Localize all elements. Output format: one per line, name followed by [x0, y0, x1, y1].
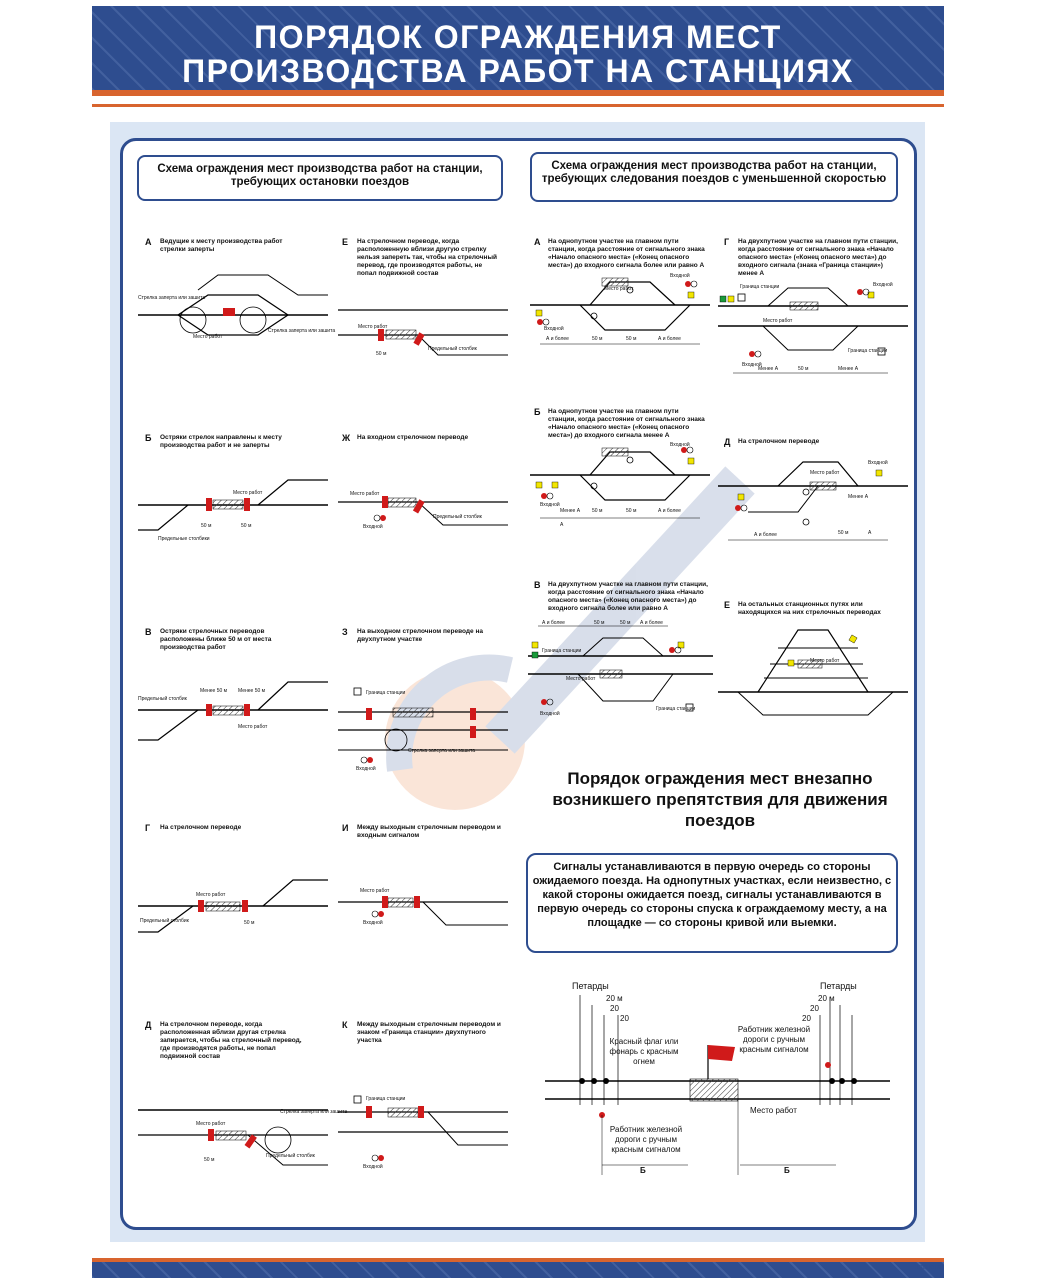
- label: 50 м: [241, 523, 252, 529]
- flag-label: Красный флаг или фонарь с красным огнем: [609, 1037, 679, 1066]
- label: Граница станции: [366, 1096, 406, 1102]
- label: Стрелка заперта или зашита: [408, 748, 476, 754]
- header-underline: [92, 104, 944, 107]
- label: 50 м: [626, 336, 637, 342]
- item-letter: Д: [145, 1020, 152, 1030]
- label: Место работ: [350, 491, 380, 497]
- label: Предельный столбик: [428, 346, 477, 352]
- label: Входной: [540, 502, 560, 508]
- label: 50 м: [592, 508, 603, 514]
- label: 20: [802, 1014, 811, 1023]
- label: 20 м: [606, 994, 623, 1003]
- footer-bar: [92, 1258, 944, 1278]
- page-title: [92, 20, 944, 88]
- item-caption: На остальных станционных путях или находящихся на них стрелочных переводах: [738, 601, 881, 616]
- label: Входной: [540, 711, 560, 717]
- diagram-left-i: [338, 880, 508, 940]
- label: Место работ: [358, 324, 388, 330]
- label: Предельный столбик: [433, 514, 482, 520]
- item-caption: Между выходным стрелочным переводом и знаком «Граница станции» двухпутного участка: [357, 1021, 501, 1044]
- label: Входной: [670, 273, 690, 279]
- label: Менее А: [758, 366, 779, 372]
- item-caption: На стрелочном переводе: [738, 438, 820, 445]
- label: Б: [784, 1166, 790, 1175]
- worker-left-label: Работник железной дороги с ручным красным сигналом: [609, 1125, 683, 1154]
- diagram-right-b: [530, 440, 710, 530]
- label: Менее 50 м: [200, 688, 228, 694]
- label: 50 м: [244, 920, 255, 926]
- diagram-left-zh: [338, 480, 508, 540]
- item-letter: А: [534, 237, 541, 247]
- label: Место работ: [763, 318, 793, 324]
- item-letter: К: [342, 1020, 348, 1030]
- diagram-left-g: [138, 870, 328, 950]
- label: 20: [610, 1004, 619, 1013]
- label: Место работ: [810, 658, 840, 664]
- label: Входной: [544, 326, 564, 332]
- item-caption: Ведущие к месту производства работ стрелки заперты: [160, 238, 283, 253]
- diagram-left-d: [138, 1095, 348, 1175]
- left-section-heading: Схема ограждения мест производства работ на станции, требующих остановки поездов: [137, 155, 503, 201]
- item-letter: З: [342, 627, 348, 637]
- label: Входной: [670, 442, 690, 448]
- obstacle-note: Сигналы устанавливаются в первую очередь со стороны ожидаемого поезда. На однопутных участках, если неизвестно, с какой стороны ожидается поезд, сигналы устанавливаются в первую очередь со стороны спуска к ограждаемому месту, а на площадке — со стороны кривой или выемки.: [526, 853, 898, 953]
- label: Входной: [363, 920, 383, 926]
- label: Граница станции: [740, 284, 780, 290]
- diagram-left-b: [138, 470, 328, 550]
- label: А и более: [542, 620, 565, 626]
- title-line-2: ПРОИЗВОДСТВА РАБОТ НА СТАНЦИЯХ: [182, 53, 854, 89]
- label: Место работ: [196, 1121, 226, 1127]
- item-letter: Б: [145, 433, 152, 443]
- label: 50 м: [620, 620, 631, 626]
- item-letter: В: [145, 627, 152, 637]
- title-line-1: ПОРЯДОК ОГРАЖДЕНИЯ МЕСТ: [254, 19, 782, 55]
- label: Место работ: [566, 676, 596, 682]
- label: 50 м: [201, 523, 212, 529]
- label: Место работ: [233, 490, 263, 496]
- label: 50 м: [626, 508, 637, 514]
- label: 50 м: [592, 336, 603, 342]
- label: 20: [810, 1004, 819, 1013]
- label: Место работ: [810, 470, 840, 476]
- item-caption: На двухпутном участке на главном пути станции, когда расстояние от сигнального знака «Начало опасного места» («Конец опасного места») до входного сигнала (знака «Граница станции») менее А: [738, 238, 898, 277]
- label: Стрелка заперта или зашита: [280, 1109, 348, 1115]
- label: Стрелка заперта или зашита: [268, 328, 336, 334]
- item-caption: На входном стрелочном переводе: [357, 434, 469, 441]
- label: Входной: [356, 766, 376, 772]
- label: Петарды: [820, 981, 857, 991]
- label: Граница станции: [366, 690, 406, 696]
- item-letter: Б: [534, 407, 541, 417]
- label: Предельный столбик: [266, 1153, 315, 1159]
- label: Место работ: [196, 892, 226, 898]
- diagram-right-e: [718, 620, 908, 720]
- label: А и более: [754, 532, 777, 538]
- item-caption: На однопутном участке на главном пути станции, когда расстояние от сигнального знака «Начало опасного места» («Конец опасного места») до входного сигнала более или равно А: [548, 238, 705, 269]
- item-caption: На однопутном участке на главном пути станции, когда расстояние от сигнального знака «Начало опасного места» («Конец опасного места») до входного сигнала менее А: [548, 408, 705, 439]
- worker-right-label: Работник железной дороги с ручным красным сигналом: [737, 1025, 811, 1054]
- label: Место работ: [750, 1106, 797, 1115]
- item-letter: Г: [724, 237, 730, 247]
- label: Входной: [363, 1164, 383, 1170]
- diagram-left-z: [338, 680, 508, 770]
- label: Входной: [868, 460, 888, 466]
- label: Место работ: [604, 286, 634, 292]
- label: Менее 50 м: [238, 688, 266, 694]
- label: Б: [640, 1166, 646, 1175]
- item-letter: Е: [724, 600, 731, 610]
- item-caption: Между выходным стрелочным переводом и входным сигналом: [357, 824, 501, 839]
- label: Место работ: [238, 724, 268, 730]
- label: Предельный столбик: [140, 918, 189, 924]
- brand-logo: планета: [914, 1264, 941, 1271]
- obstacle-diagram: [540, 975, 900, 1175]
- label: 50 м: [838, 530, 849, 536]
- label: А: [868, 530, 872, 536]
- item-letter: Ж: [342, 433, 351, 443]
- label: А и более: [658, 336, 681, 342]
- diagram-right-v: [528, 616, 713, 721]
- label: Место работ: [360, 888, 390, 894]
- label: 20 м: [818, 994, 835, 1003]
- label: 50 м: [594, 620, 605, 626]
- item-letter: Г: [145, 823, 151, 833]
- diagram-right-g: [718, 278, 908, 378]
- footer-pattern: [92, 1262, 944, 1278]
- label: 20: [620, 1014, 629, 1023]
- label: 50 м: [798, 366, 809, 372]
- label: 50 м: [204, 1157, 215, 1163]
- item-letter: А: [145, 237, 152, 247]
- label: Менее А: [560, 508, 581, 514]
- diagram-left-v: [138, 670, 328, 750]
- label: 50 м: [376, 351, 387, 357]
- right-section-heading: Схема ограждения мест производства работ на станции, требующих следования поездов с уменьшенной скоростью: [530, 152, 898, 202]
- title-banner: [92, 6, 944, 96]
- item-caption: На стрелочном переводе: [160, 824, 242, 831]
- item-caption: Остряки стрелок направлены к месту производства работ и не заперты: [160, 434, 282, 449]
- diagram-left-e: [338, 300, 508, 380]
- label: Граница станции: [656, 706, 696, 712]
- diagram-right-a: [530, 270, 710, 360]
- label: Петарды: [572, 981, 609, 991]
- label: Предельные столбики: [158, 536, 210, 542]
- label: Входной: [742, 362, 762, 368]
- item-letter: Д: [724, 437, 731, 447]
- label: А и более: [640, 620, 663, 626]
- item-caption: На двухпутном участке на главном пути станции, когда расстояние от сигнального знака «Начало опасного места» («Конец опасного места») до входного сигнала более или равно А: [548, 581, 708, 612]
- label: А: [560, 522, 564, 528]
- label: Менее А: [848, 494, 869, 500]
- label: Граница станции: [848, 348, 888, 354]
- item-caption: На стрелочном переводе, когда расположенную вблизи другую стрелку нельзя запереть так, чтобы на стрелочный перевод, где производятся работы, не попал подвижной состав: [357, 238, 497, 277]
- item-caption: На стрелочном переводе, когда расположенная вблизи другая стрелка запирается, чтобы на стрелочный перевод, где производятся работы, не попал подвижной состав: [160, 1021, 302, 1060]
- item-letter: И: [342, 823, 349, 833]
- item-caption: На выходном стрелочном переводе на двухпутном участке: [357, 628, 483, 643]
- label: А и более: [546, 336, 569, 342]
- item-letter: Е: [342, 237, 349, 247]
- obstacle-heading: Порядок ограждения мест внезапно возникшего препятствия для движения поездов: [552, 769, 888, 830]
- item-caption: Остряки стрелочных переводов расположены ближе 50 м от места производства работ: [160, 628, 272, 651]
- diagram-left-a: [138, 270, 336, 350]
- label: Предельный столбик: [138, 696, 187, 702]
- label: Стрелка заперта или зашита: [138, 295, 206, 301]
- item-letter: В: [534, 580, 541, 590]
- diagram-left-k: [338, 1090, 508, 1170]
- diagram-right-d: [718, 452, 908, 547]
- label: Место работ: [193, 334, 223, 340]
- label: Менее А: [838, 366, 859, 372]
- label: Входной: [363, 524, 383, 530]
- label: Входной: [873, 282, 893, 288]
- label: А и более: [658, 508, 681, 514]
- label: Граница станции: [542, 648, 582, 654]
